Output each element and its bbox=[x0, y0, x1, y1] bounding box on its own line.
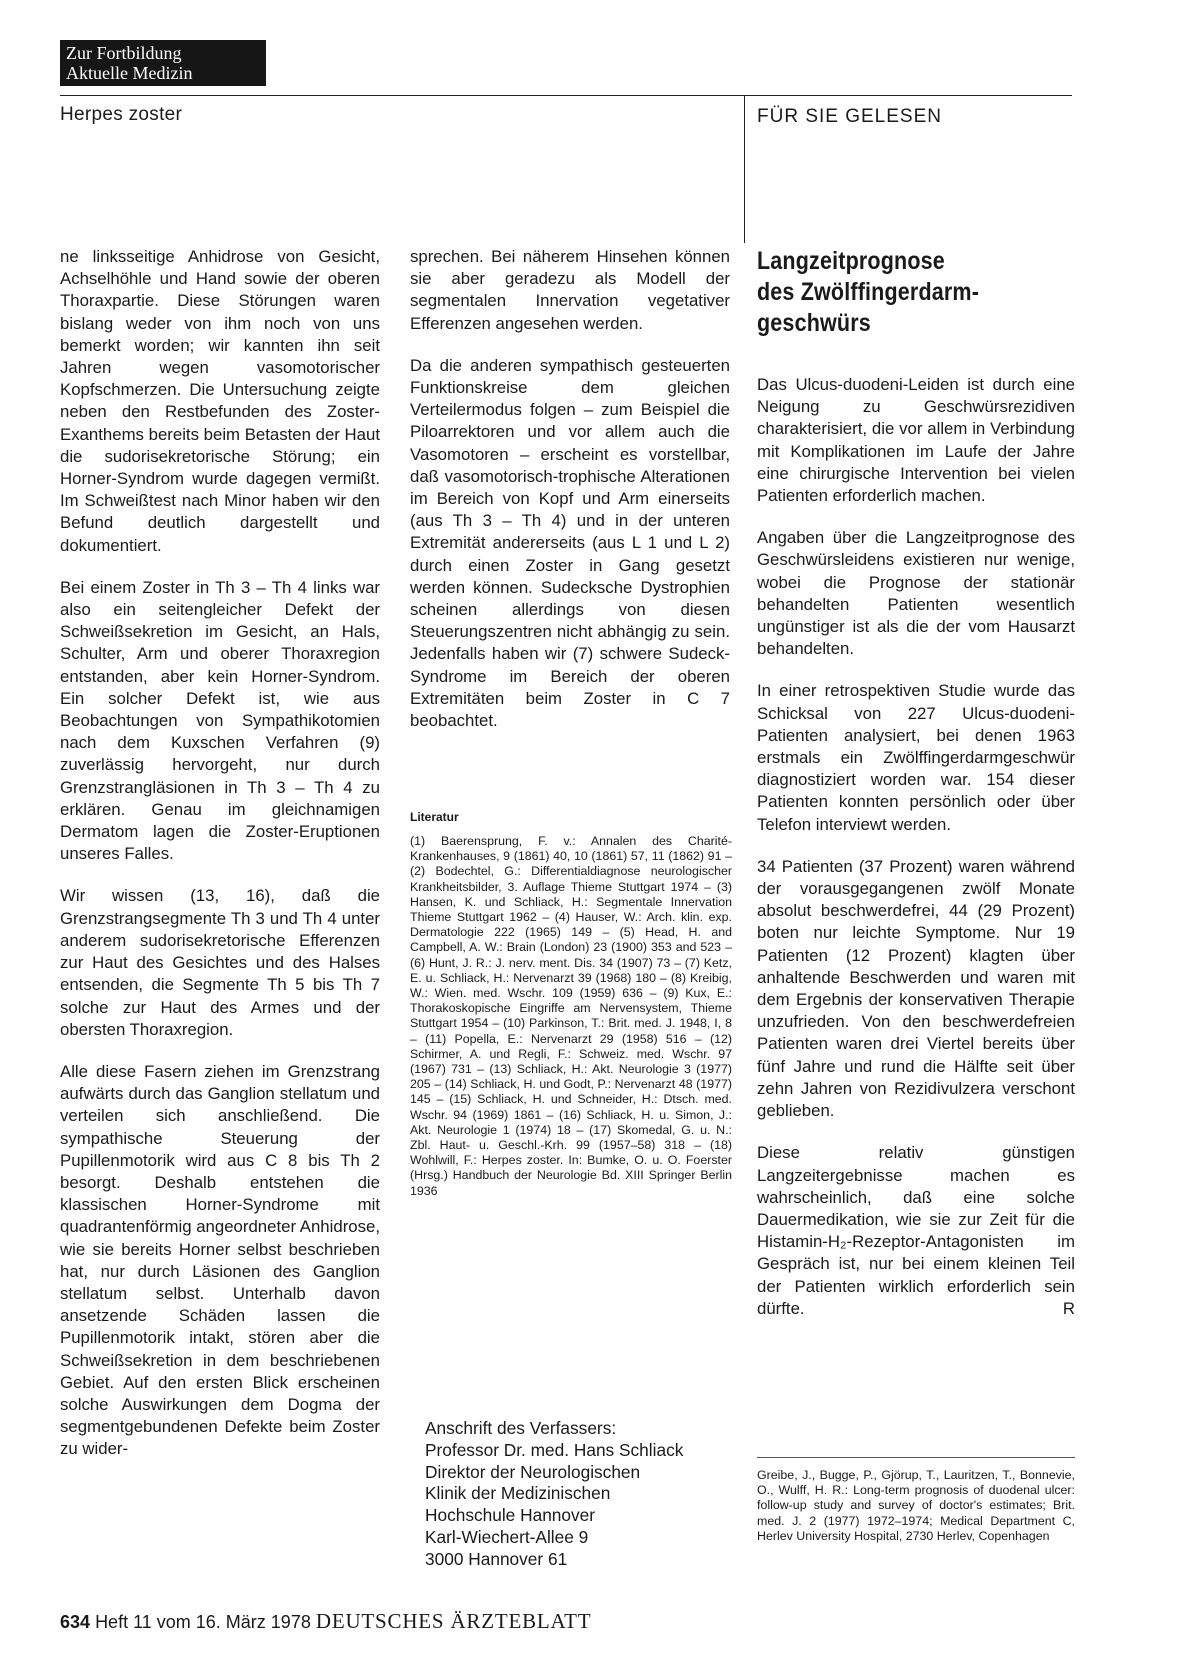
article-headline bbox=[757, 246, 1032, 339]
source-reference: Greibe, J., Bugge, P., Gjörup, T., Lauritzen, T., Bonnevie, O., Wulff, H. R.: Long-term prognosis of duodenal ulcer: follow-up study and survey of doctor's estimates; Brit. med. J. 2 (1977) 1972–1974; Medical Department C, Herlev University Hospital, 2730 Herlev, Copenhagen bbox=[757, 1468, 1075, 1543]
paragraph: In einer retrospektiven Studie wurde das Schicksal von 227 Ulcus-duodeni-Patienten analysiert, bei denen 1963 erstmals ein Zwölffingerdarmgeschwür diagnostiziert worden war. 154 dieser Patienten konnten persönlich oder über Telefon interviewt werden. bbox=[757, 681, 1075, 834]
rubric-line-2: Aktuelle Medizin bbox=[66, 63, 193, 83]
paragraph-text: Diese relativ günstigen Langzeitergebnisse machen es wahrscheinlich, daß eine solche Dauermedikation, wie sie zur Zeit für die Histamin-H₂-Rezeptor-Antagonisten im Gespräch ist, nur bei einem kleinen Teil der Patienten wirklich erforderlich sein dürfte. bbox=[757, 1143, 1075, 1318]
article-column-1 bbox=[60, 246, 380, 1481]
column-divider bbox=[744, 95, 745, 243]
paragraph: Wir wissen (13, 16), daß die Grenzstrangsegmente Th 3 und Th 4 unter anderem sudorisekretorische Efferenzen zur Haut des Gesichtes und des Halses entsenden, die Segmente Th 5 bis Th 7 solche zur Haut des Armes und der obersten Thoraxregion. bbox=[60, 886, 380, 1039]
headline-line: geschwürs bbox=[757, 309, 871, 337]
section-title-left: Herpes zoster bbox=[60, 104, 183, 125]
rubric-badge bbox=[60, 40, 266, 86]
paragraph: Alle diese Fasern ziehen im Grenzstrang aufwärts durch das Ganglion stellatum und verteilen sich anschließend. Die sympathische Steuerung der Pupillenmotorik wird aus C 8 bis Th 2 besorgt. Deshalb entstehen die klassischen Horner-Syndrome mit quadrantenförmig angeordneter Anhidrose, wie sie bereits Horner selbst beschrieben hat, nur durch Läsionen des Ganglion stellatum selbst. Unterhalb davon ansetzende Schäden lassen die Pupillenmotorik intakt, stören aber die Schweißsekretion in dem beschriebenen Gebiet. Auf den ersten Blick erscheinen solche Auswirkungen dem Dogma der segmentgebundenen Defekte beim Zoster zu wider- bbox=[60, 1061, 380, 1459]
paragraph: Angaben über die Langzeitprognose des Geschwürsleidens existieren nur wenige, wobei die Prognose der stationär behandelten Patienten wesentlich ungünstiger ist als die der vom Hausarzt behandelten. bbox=[757, 528, 1075, 659]
address-line: Klinik der Medizinischen bbox=[425, 1483, 611, 1504]
paragraph: Das Ulcus-duodeni-Leiden ist durch eine Neigung zu Geschwürsrezidiven charakterisiert, die vor allem in Verbindung mit Komplikationen im Laufe der Jahre eine chirurgische Intervention bei vielen Patienten erforderlich machen. bbox=[757, 375, 1075, 506]
address-line: Professor Dr. med. Hans Schliack bbox=[425, 1439, 684, 1460]
section-title-right: FÜR SIE GELESEN bbox=[757, 106, 942, 127]
literature-list: (1) Baerensprung, F. v.: Annalen des Charité-Krankenhauses, 9 (1861) 40, 10 (1861) 57, 11 (1862) 91 – (2) Bodechtel, G.: Differentialdiagnose neurologischer Krankheitsbilder, 3. Auflage Thieme Stuttgart 1974 – (3) Hansen, K. und Schliack, H.: Segmentale Innervation Thieme Stuttgart 1962 – (4) Hauser, W.: Arch. klin. exp. Dermatologie 222 (1965) 149 – (5) Head, H. and Campbell, A. W.: Brain (London) 23 (1900) 353 and 523 – (6) Hunt, J. R.: J. nerv. ment. Dis. 34 (1907) 73 – (7) Ketz, E. u. Schliack, H.: Nervenarzt 39 (1968) 180 – (8) Kreibig, W.: Wien. med. Wschr. 109 (1959) 636 – (9) Kux, E.: Thorakoskopische Eingriffe am Nervensystem, Thieme Stuttgart 1954 – (10) Parkinson, T.: Brit. med. J. 1948, I, 8 – (11) Popella, E.: Nervenarzt 29 (1958) 516 – (12) Schirmer, A. und Regli, F.: Schweiz. med. Wschr. 97 (1967) 731 – (13) Schliack, H.: Akt. Neurologie 3 (1977) 205 – (14) Schliack, H. und Godt, P.: Nervenarzt 48 (1977) 145 – (15) Schliack, H. und Schneider, H.: Dtsch. med. Wschr. 94 (1969) 1861 – (16) Schliack, H. u. Simon, J.: Akt. Neurologie 1 (1974) 18 – (17) Skomedal, G. u. N.: Zbl. Haut- u. Geschl.-Krh. 99 (1957–58) 318 – (18) Wohlwill, F.: Herpes zoster. In: Bumke, O. u. O. Foerster (Hrsg.) Handbuch der Neurologie Bd. XIII Springer Berlin 1936 bbox=[410, 834, 732, 1198]
address-line: Hochschule Hannover bbox=[425, 1505, 596, 1526]
page-footer bbox=[60, 1609, 591, 1634]
address-line: Direktor der Neurologischen bbox=[425, 1461, 641, 1482]
reference-rule bbox=[757, 1457, 1075, 1458]
paragraph: Da die anderen sympathisch gesteuerten Funktionskreise dem gleichen Verteilermodus folgen – zum Beispiel die Piloarrektoren und vor allem auch die Vasomotoren – erscheint es vorstellbar, daß vasomotorisch-trophische Alterationen im Bereich von Kopf und Arm einerseits (aus Th 3 – Th 4) und in der unteren Extremität andererseits (aus L 1 und L 2) durch einen Zoster in Gang gesetzt werden können. Sudecksche Dystrophien scheinen allerdings von diesen Steuerungszentren nicht abhängig zu sein. Jedenfalls haben wir (7) schwere Sudeck-Syndrome im Bereich der oberen Extremitäten beim Zoster in C 7 beobachtet. bbox=[410, 355, 730, 731]
headline-line: des Zwölffingerdarm- bbox=[757, 278, 980, 306]
paragraph bbox=[757, 1142, 1075, 1320]
issue-info: Heft 11 vom 16. März 1978 bbox=[95, 1612, 311, 1632]
literature-heading: Literatur bbox=[410, 810, 459, 824]
journal-name: DEUTSCHES ÄRZTEBLATT bbox=[315, 1609, 592, 1633]
author-address bbox=[425, 1418, 755, 1571]
article-column-2 bbox=[410, 246, 730, 752]
page-number: 634 bbox=[60, 1612, 91, 1632]
article-column-3 bbox=[757, 374, 1075, 1340]
paragraph: 34 Patienten (37 Prozent) waren während der vorausgegangenen zwölf Monate absolut beschwerdefrei, 44 (29 Prozent) boten nur leichte Symptome. Nur 19 Patienten (12 Prozent) klagten über anhaltende Beschwerden und waren mit dem Ergebnis der konservativen Therapie unzufrieden. Von den beschwerdefreien Patienten waren drei Viertel bereits über fünf Jahre und rund die Hälfte seit über zehn Jahren von Rezidivulzera verschont geblieben. bbox=[757, 856, 1075, 1121]
paragraph: sprechen. Bei näherem Hinsehen können sie aber geradezu als Modell der segmentalen Innervation vegetativer Efferenzen angesehen werden. bbox=[410, 247, 730, 333]
headline-line: Langzeitprognose bbox=[757, 247, 945, 275]
header-rule bbox=[60, 95, 1072, 96]
end-mark: R bbox=[1062, 1298, 1075, 1318]
address-line: Anschrift des Verfassers: bbox=[425, 1418, 617, 1438]
rubric-line-1: Zur Fortbildung bbox=[66, 43, 182, 63]
address-line: 3000 Hannover 61 bbox=[425, 1548, 568, 1569]
address-line: Karl-Wiechert-Allee 9 bbox=[425, 1526, 589, 1547]
paragraph: Bei einem Zoster in Th 3 – Th 4 links war also ein seitengleicher Defekt der Schweißsekretion im Gesicht, an Hals, Schulter, Arm und oberer Thoraxregion entstanden, aber kein Horner-Syndrom. Ein solcher Defekt ist, wie aus Beobachtungen von Sympathikotomien nach dem Kuxschen Verfahren (9) zuverlässig hervorgeht, nur durch Grenzstrangläsionen in Th 3 – Th 4 zu erklären. Genau im gleichnamigen Dermatom lagen die Zoster-Eruptionen unseres Falles. bbox=[60, 577, 380, 864]
paragraph: ne linksseitige Anhidrose von Gesicht, Achselhöhle und Hand sowie der oberen Thoraxpartie. Diese Störungen waren bislang weder von ihm noch von uns bemerkt worden; wir kannten ihn seit Jahren wegen vasomotorischer Kopfschmerzen. Die Untersuchung zeigte neben den Restbefunden des Zoster-Exanthems bereits beim Betasten der Haut die sudorisekretorische Störung; ein Horner-Syndrom wurde dagegen vermißt. Im Schweißtest nach Minor haben wir den Befund deutlich dargestellt und dokumentiert. bbox=[60, 247, 380, 555]
